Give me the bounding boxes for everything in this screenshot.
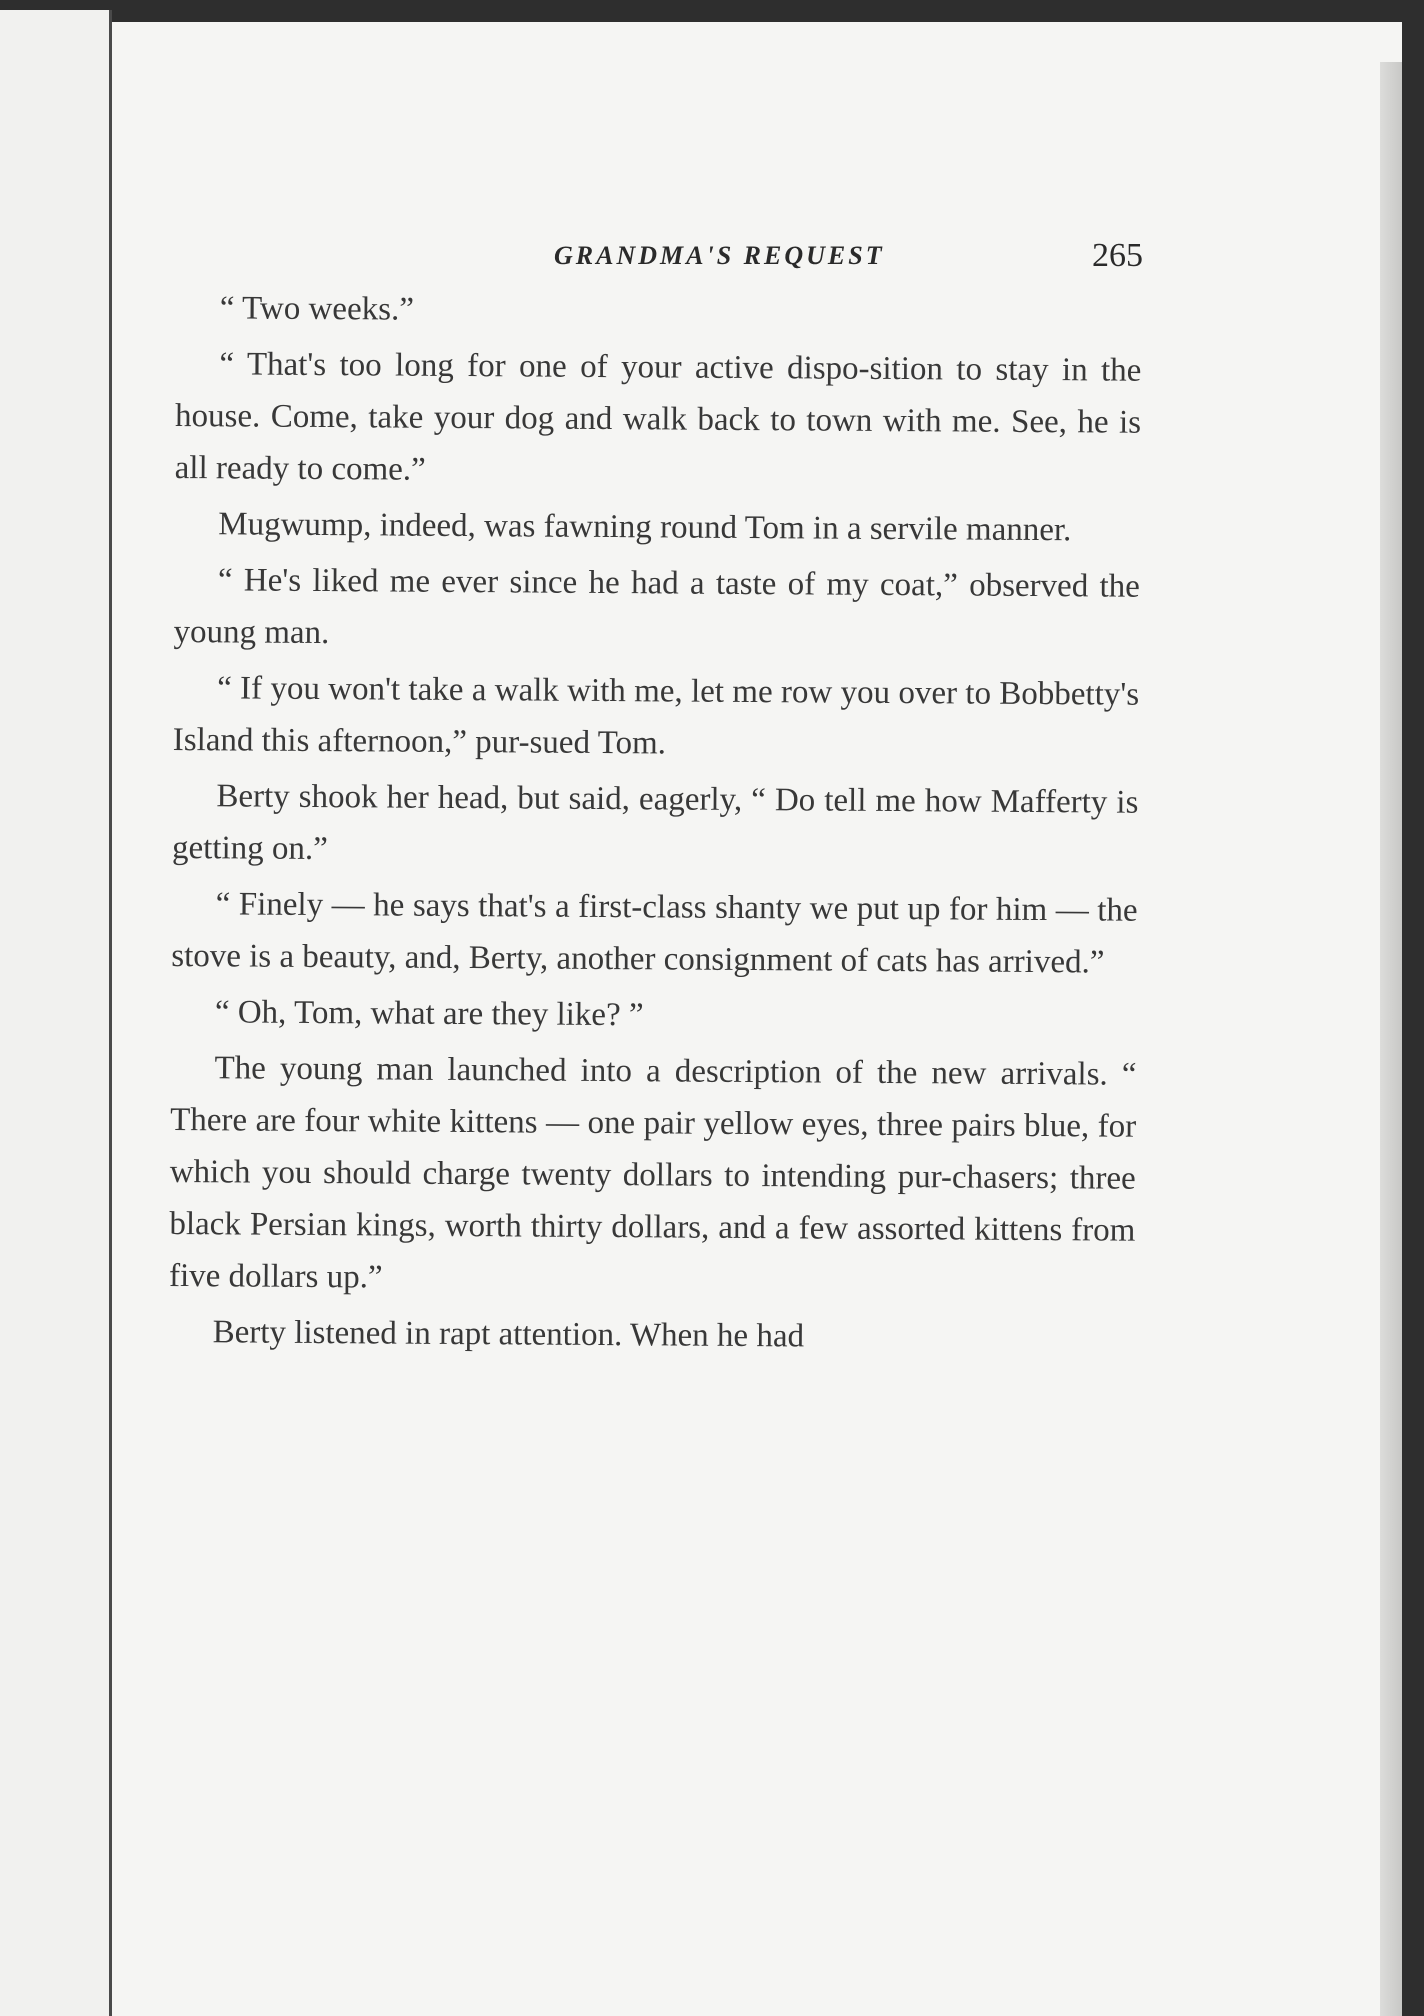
page-fore-edge — [1380, 62, 1402, 2016]
body-text — [168, 282, 1142, 1369]
running-title: GRANDMA'S REQUEST — [554, 241, 885, 270]
paragraph: “ He's liked me ever since he had a taste of my coat,” observed the young man. — [173, 562, 1141, 652]
paragraph: “ Two weeks.” — [219, 290, 415, 328]
paragraph: Berty listened in rapt attention. When he had — [212, 1314, 805, 1355]
paragraph: “ Finely — he says that's a first-class shanty we put up for him — the stove is a beauty, and, Berty, another consignment of cats has arrived.” — [171, 886, 1138, 981]
facing-page-edge — [0, 10, 112, 2016]
paragraph: The young man launched into a description of the new arrivals. “ There are four white kittens — one pair yellow eyes, three pairs blue, for which you should charge twenty dollars to intending pur-chasers; three black Persian kings, worth thirty dollars, and a few assorted kittens from five dollars up.” — [168, 1050, 1137, 1296]
page-header — [112, 237, 1402, 287]
paragraph: “ Oh, Tom, what are they like? ” — [214, 994, 644, 1034]
paragraph: “ If you won't take a walk with me, let me row you over to Bobbetty's Island this afternoon,” pur-sued Tom. — [172, 670, 1140, 762]
paragraph: “ That's too long for one of your active dispo-sition to stay in the house. Come, take your dog and walk back to town with me. See, he is all ready to come.” — [174, 346, 1142, 488]
paragraph: Berty shook her head, but said, eagerly, “ Do tell me how Mafferty is getting on.” — [171, 778, 1139, 868]
paragraph: Mugwump, indeed, was fawning round Tom in a servile manner. — [218, 506, 1072, 549]
page-number: 265 — [1092, 237, 1143, 274]
